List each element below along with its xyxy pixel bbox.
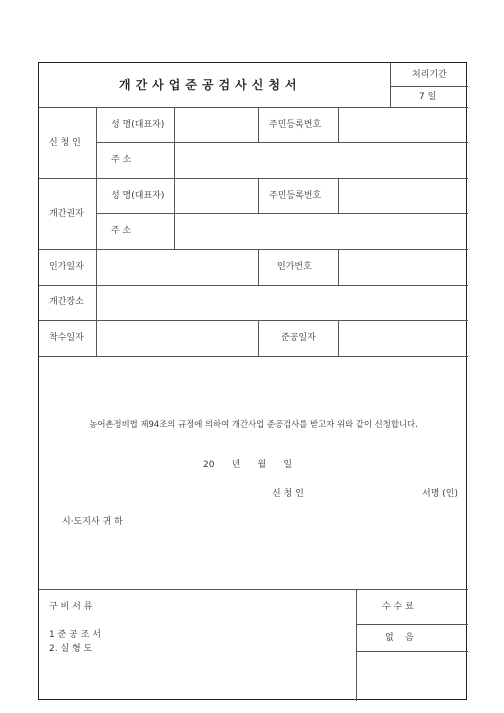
recipient-label: 시·도지사 귀 하 <box>62 517 123 527</box>
document-item: 2. 실 형 도 <box>49 644 93 654</box>
owner-section-label: 개간권자 <box>49 209 84 219</box>
fee-label: 수 수 료 <box>382 602 414 612</box>
permit-date-field[interactable] <box>97 250 257 284</box>
divider <box>356 651 468 652</box>
form-title: 개간사업준공검사신청서 <box>119 78 302 92</box>
permit-number-field[interactable] <box>339 250 467 284</box>
processing-period-label: 처리기간 <box>412 70 447 80</box>
applicant-name-field[interactable] <box>175 108 257 141</box>
location-field[interactable] <box>97 286 467 319</box>
divider <box>39 589 468 590</box>
applicant-id-label: 주민등록번호 <box>269 120 322 130</box>
permit-number-label: 인가번호 <box>277 262 312 272</box>
documents-label: 구 비 서 류 <box>49 602 93 612</box>
applicant-address-field[interactable] <box>175 143 467 177</box>
divider <box>39 356 468 357</box>
completion-date-field[interactable] <box>339 321 467 355</box>
owner-id-label: 주민등록번호 <box>269 191 322 201</box>
divider <box>356 624 468 625</box>
divider <box>258 320 259 356</box>
owner-address-label: 주 소 <box>111 226 132 236</box>
applicant-section-label: 신 청 인 <box>49 138 81 148</box>
date-line: 20 년 월 일 <box>203 460 293 470</box>
owner-id-field[interactable] <box>339 179 467 212</box>
divider <box>258 249 259 285</box>
start-date-label: 착수일자 <box>49 333 84 343</box>
start-date-field[interactable] <box>97 321 257 355</box>
application-statement: 농어촌정비법 제94조의 규정에 의하여 개간사업 준공검사를 받고자 위와 같이 신청합니다. <box>89 419 418 429</box>
owner-name-field[interactable] <box>175 179 257 212</box>
signature-label: 서명 (인) <box>422 489 458 499</box>
processing-period-value: 7 일 <box>419 92 437 102</box>
fee-value: 없 음 <box>385 633 414 643</box>
permit-date-label: 인가일자 <box>49 262 84 272</box>
owner-address-field[interactable] <box>175 214 467 248</box>
location-label: 개간장소 <box>49 297 84 307</box>
applicant-address-label: 주 소 <box>111 155 132 165</box>
applicant-id-field[interactable] <box>339 108 467 141</box>
signer-label: 신 청 인 <box>272 489 304 499</box>
divider <box>390 63 391 107</box>
completion-date-label: 준공일자 <box>281 333 316 343</box>
application-form <box>38 62 467 700</box>
divider <box>258 178 259 213</box>
divider <box>390 86 468 87</box>
divider <box>356 589 357 701</box>
applicant-name-label: 성 명(대표자) <box>111 120 165 130</box>
divider <box>258 107 259 142</box>
document-item: 1 준 공 조 서 <box>49 630 101 640</box>
owner-name-label: 성 명(대표자) <box>111 191 165 201</box>
